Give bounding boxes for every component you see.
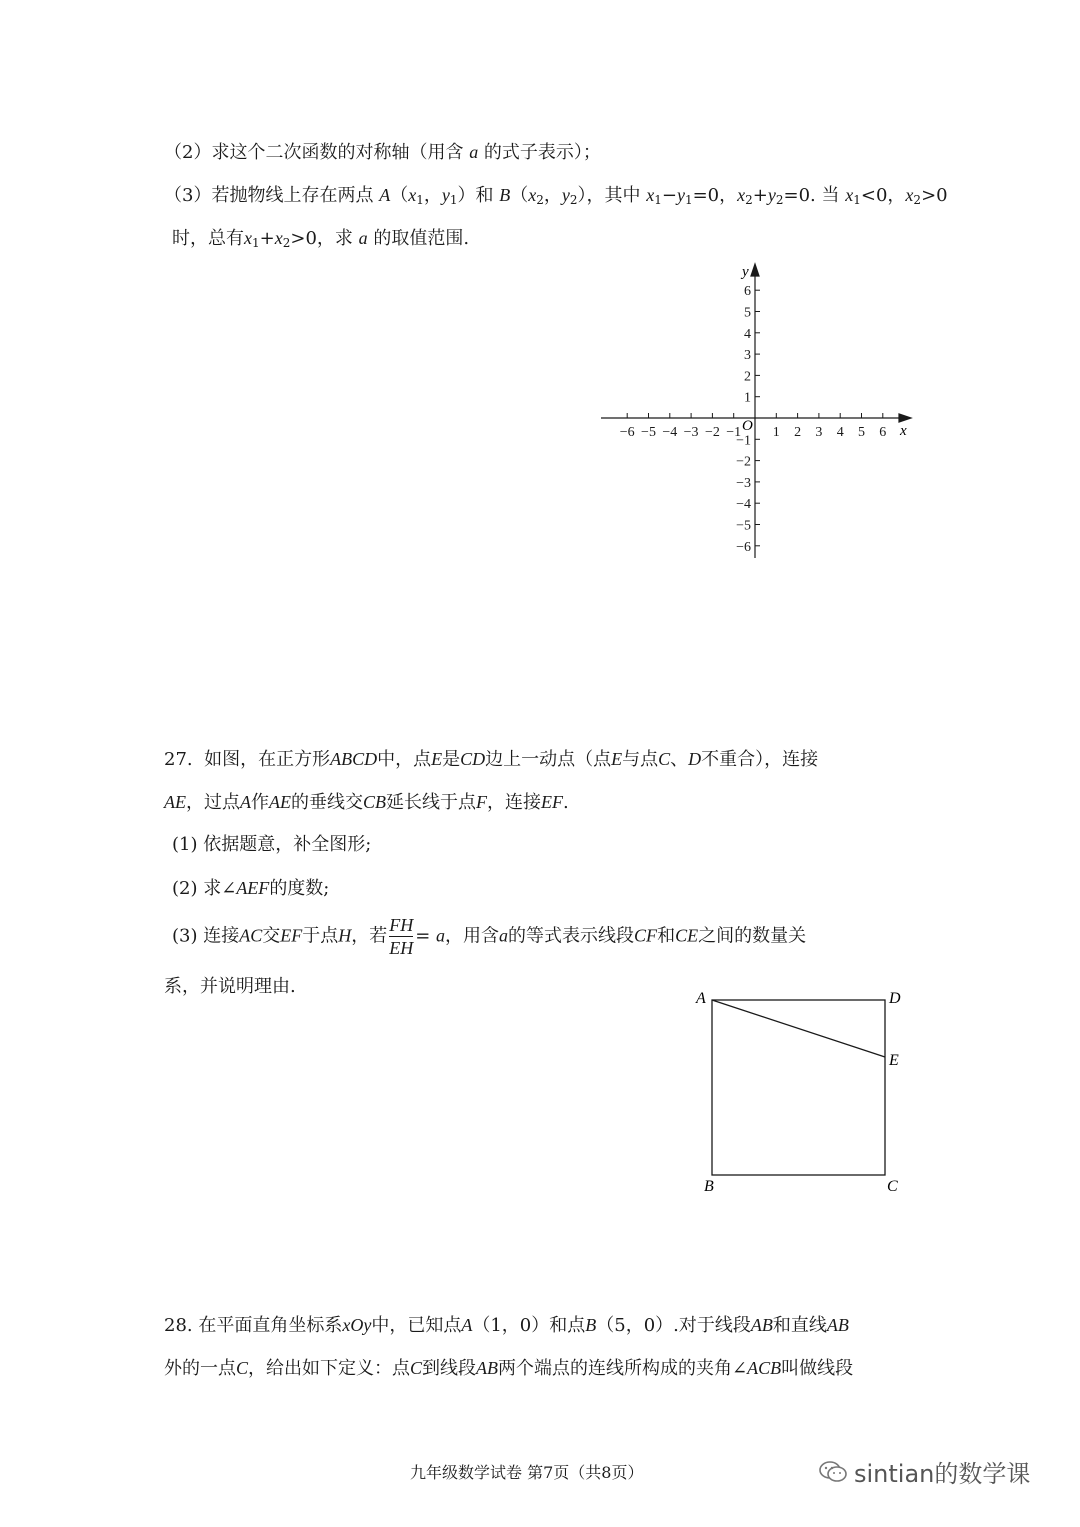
- q28-line1: 28. 在平面直角坐标系xOy中，已知点A（1，0）和点B（5，0）.对于线段AB和直线AB: [164, 1315, 849, 1336]
- watermark-text: sintian的数学课: [854, 1460, 1031, 1488]
- square-abcd: [712, 1000, 885, 1175]
- q28-line2: 外的一点C，给出如下定义：点C到线段AB两个端点的连线所构成的夹角∠ACB叫做线段: [164, 1358, 854, 1379]
- q26-part3-line1: （3）若抛物线上存在两点 $A(x_1$，$y_1$）和 $B(x_2$，$y_2$），其中 $x_1-y_1=0$，$x_2+y_2=0$. 当 $x_1<0$，$x_2>0$: [164, 185, 948, 207]
- fraction-fh-eh: $\frac{FH}{EH}$: [389, 915, 414, 958]
- y-axis: [751, 264, 759, 558]
- q27-line1: 27. 如图，在正方形ABCD中，点E是CD边上一动点（点E与点C、D不重合），连接: [164, 749, 819, 770]
- y-tick-label: −3: [736, 475, 751, 491]
- y-tick-label: −2: [736, 454, 751, 470]
- q27-sub2: (2) 求∠AEF的度数;: [172, 878, 330, 899]
- origin-label: O: [742, 418, 753, 434]
- x-tick-label: −6: [619, 425, 635, 440]
- y-tick-label: −4: [736, 497, 751, 513]
- x-tick-label: 4: [836, 425, 844, 440]
- y-tick-label: 6: [744, 284, 751, 300]
- x-tick-label: −4: [662, 425, 678, 440]
- watermark: [818, 1454, 1030, 1489]
- wechat-icon: [818, 1459, 848, 1485]
- segment-ae: [712, 1000, 885, 1057]
- y-tick-label: −1: [736, 433, 751, 449]
- y-tick-label: 1: [744, 390, 751, 406]
- x-tick-label: −3: [683, 425, 699, 440]
- y-tick-label: −6: [736, 539, 751, 555]
- x-tick-label: −5: [641, 425, 656, 440]
- axis-tick-labels: [620, 284, 887, 555]
- q26-part2: （2）求这个二次函数的对称轴（用含 a 的式子表示）；: [164, 142, 601, 163]
- x-tick-label: 1: [772, 425, 780, 440]
- y-tick-label: −5: [736, 518, 751, 534]
- square-figure: [690, 985, 920, 1205]
- q27-sub3: (3) 连接AC交EF于点H，若 $\frac{FH}{EH}$ = a，用含a的等式表示线段CF和CE之间的数量关: [172, 915, 807, 958]
- y-tick-label: 4: [744, 326, 751, 342]
- x-tick-label: −2: [704, 425, 720, 440]
- label-e: E: [889, 1052, 899, 1069]
- q26-part3-line2: 时，总有$x_1+x_2>0$，求 a 的取值范围.: [172, 228, 470, 250]
- x-tick-label: −1: [726, 425, 742, 440]
- q27-sub3-line2: 系，并说明理由.: [164, 976, 296, 997]
- page-footer: 九年级数学试卷 第7页（共8页）: [410, 1463, 644, 1482]
- x-axis: [601, 414, 911, 422]
- label-c: C: [887, 1178, 898, 1195]
- x-tick-label: 6: [879, 425, 887, 440]
- y-tick-label: 2: [744, 369, 751, 385]
- y-axis-label: y: [742, 264, 749, 280]
- x-tick-label: 2: [794, 425, 802, 440]
- label-a: A: [696, 990, 706, 1007]
- y-tick-label: 3: [744, 348, 751, 364]
- label-d: D: [889, 990, 901, 1007]
- x-tick-label: 3: [815, 425, 823, 440]
- x-tick-label: 5: [858, 425, 865, 440]
- y-tick-label: 5: [744, 305, 751, 321]
- label-b: B: [704, 1178, 714, 1195]
- x-axis-label: x: [900, 423, 907, 439]
- coordinate-plane: [595, 258, 925, 568]
- q27-sub1: (1) 依据题意，补全图形;: [172, 834, 372, 855]
- q27-line2: AE，过点A作AE的垂线交CB延长线于点F，连接EF.: [164, 792, 569, 813]
